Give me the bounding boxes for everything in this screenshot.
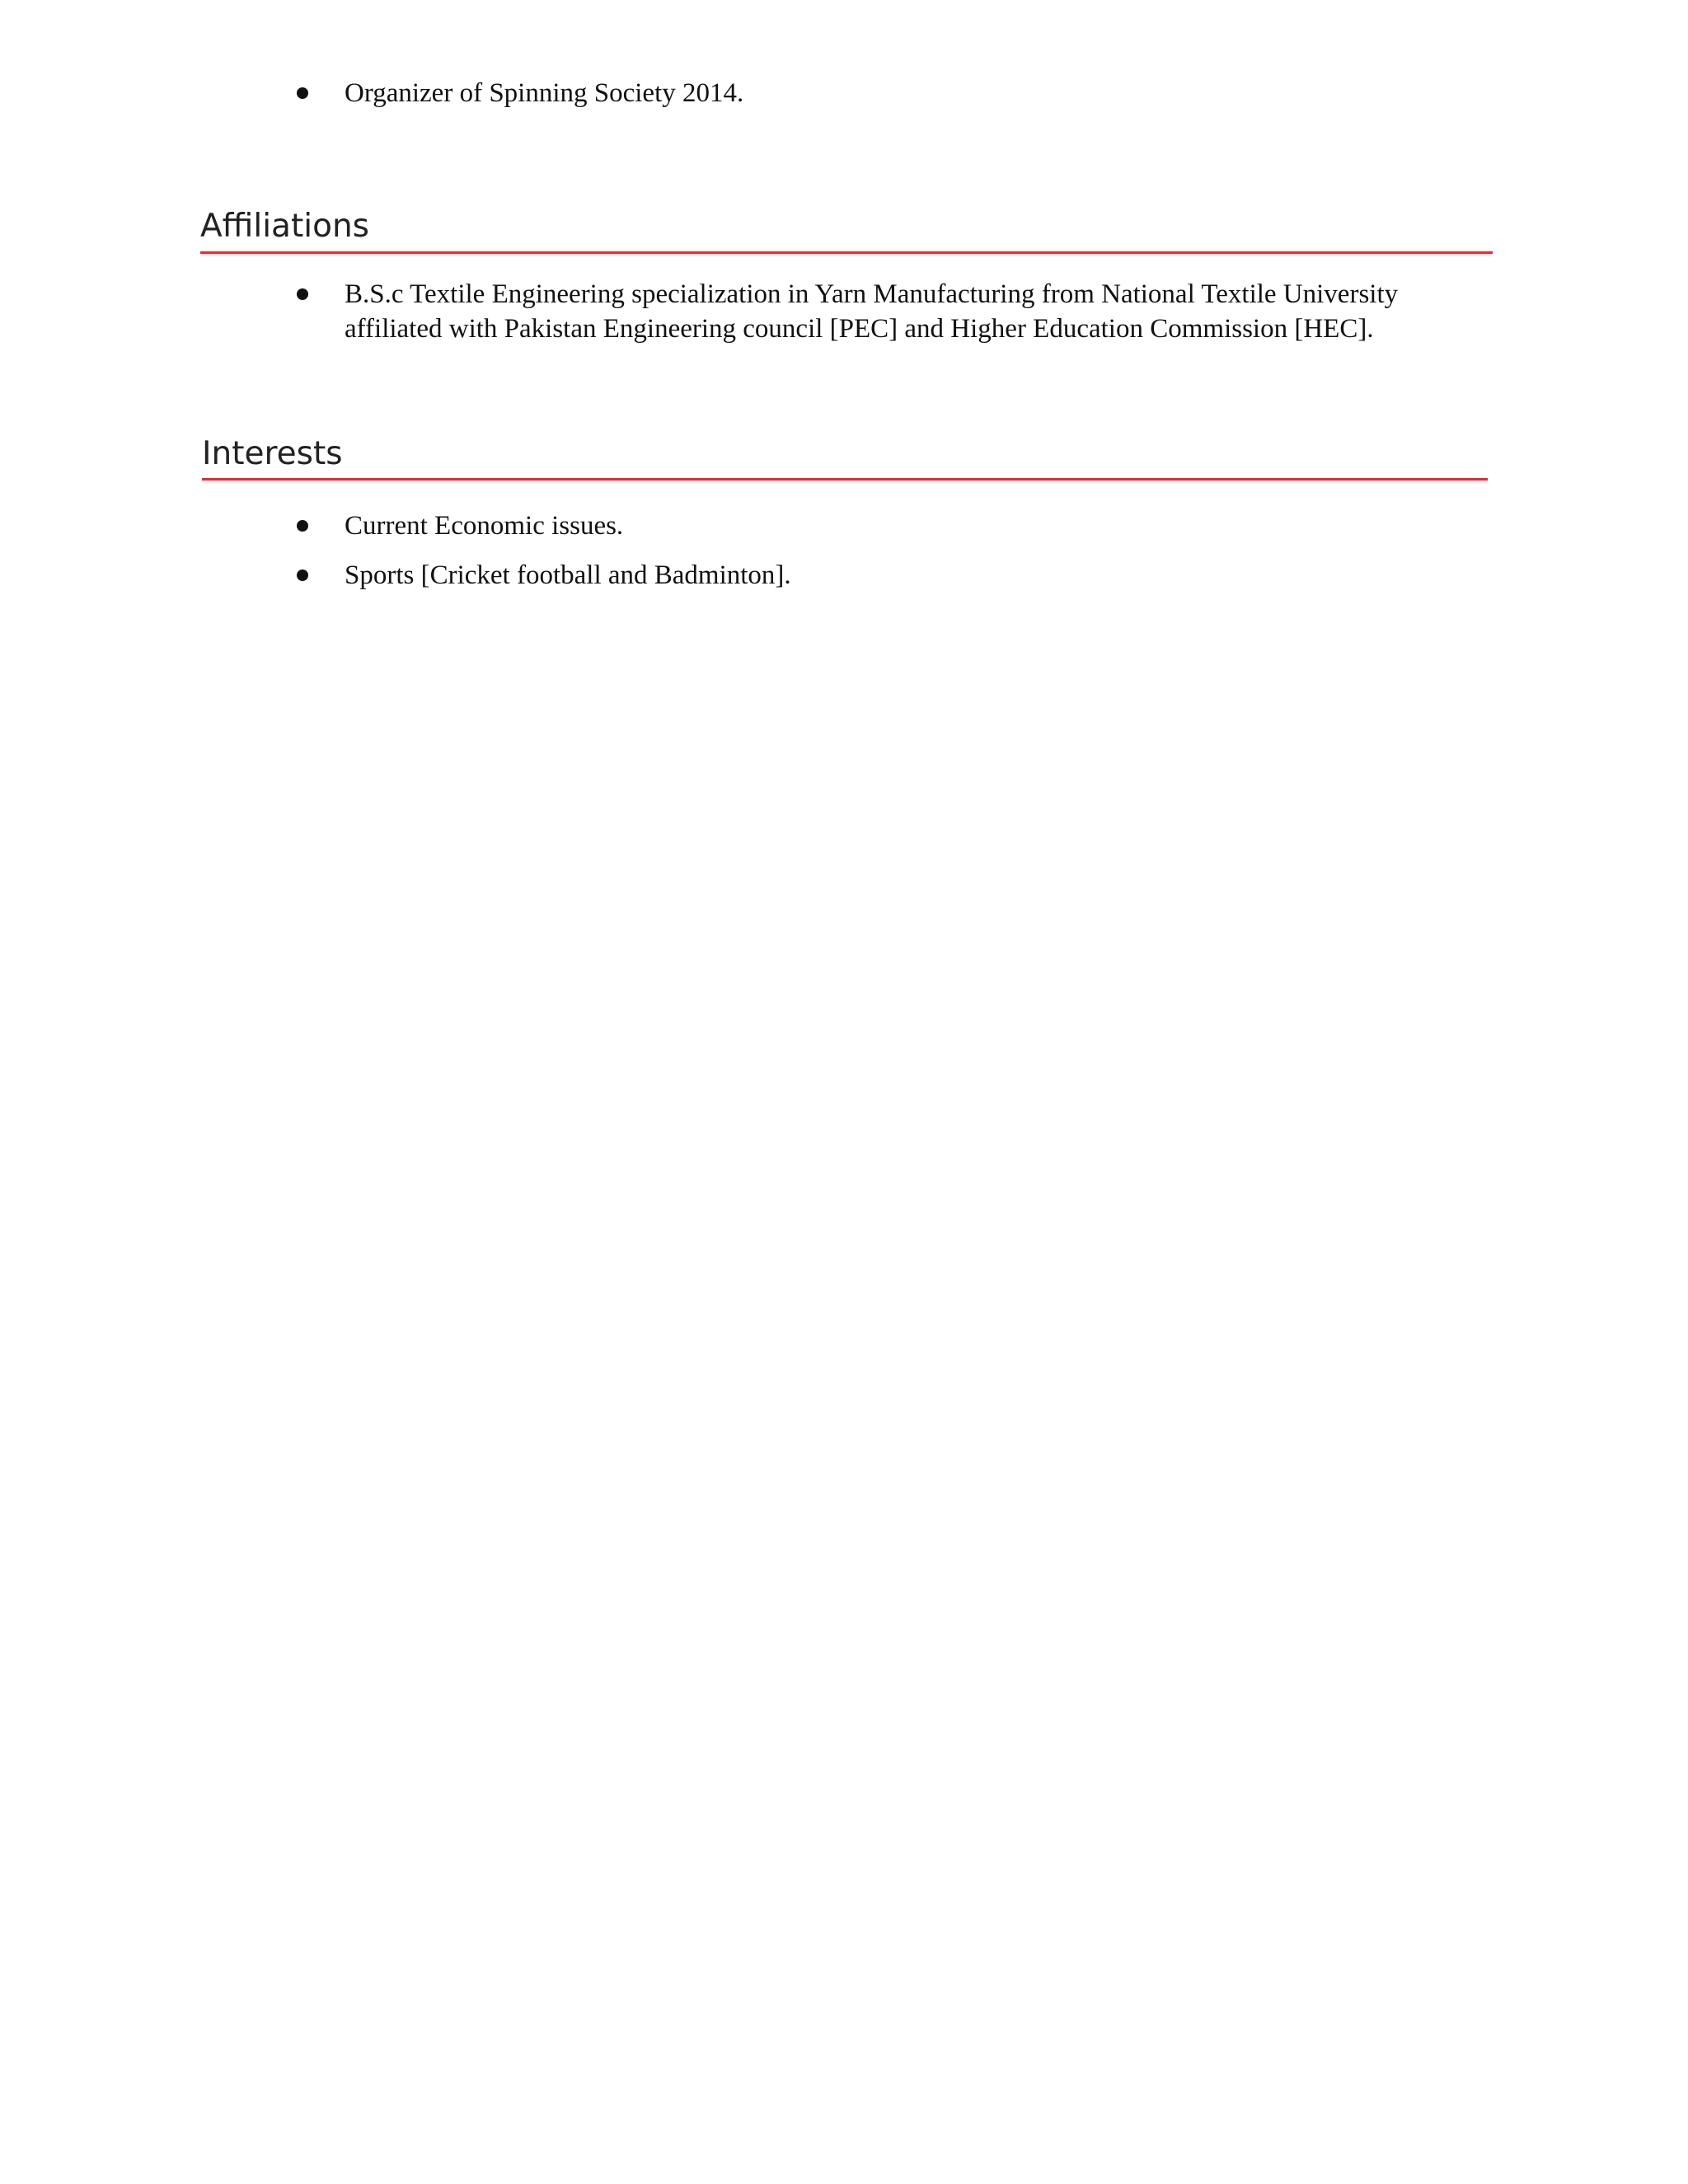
bullet-icon <box>297 520 308 532</box>
bullet-icon <box>297 288 308 300</box>
interests-list <box>288 509 1432 593</box>
list-item-text: Organizer of Spinning Society 2014. <box>345 78 744 108</box>
list-item-text: B.S.c Textile Engineering specialization in Yarn Manufacturing from National Textile University affiliated with Pakistan Engineering council [PEC] and Higher Education Commission [HEC]. <box>345 279 1399 344</box>
list-item <box>288 277 1432 346</box>
list-item-text: Current Economic issues. <box>345 511 624 541</box>
list-item-text: Sports [Cricket football and Badminton]. <box>345 560 791 590</box>
list-item <box>288 509 1432 543</box>
interests-divider <box>202 478 1488 480</box>
interests-heading: Interests <box>202 435 343 472</box>
activities-list <box>288 76 1432 110</box>
affiliations-divider <box>200 251 1493 254</box>
affiliations-list <box>288 277 1432 346</box>
list-item <box>288 76 1432 110</box>
bullet-icon <box>297 87 308 99</box>
list-item <box>288 558 1432 593</box>
bullet-icon <box>297 569 308 581</box>
affiliations-heading: Affiliations <box>200 208 369 245</box>
